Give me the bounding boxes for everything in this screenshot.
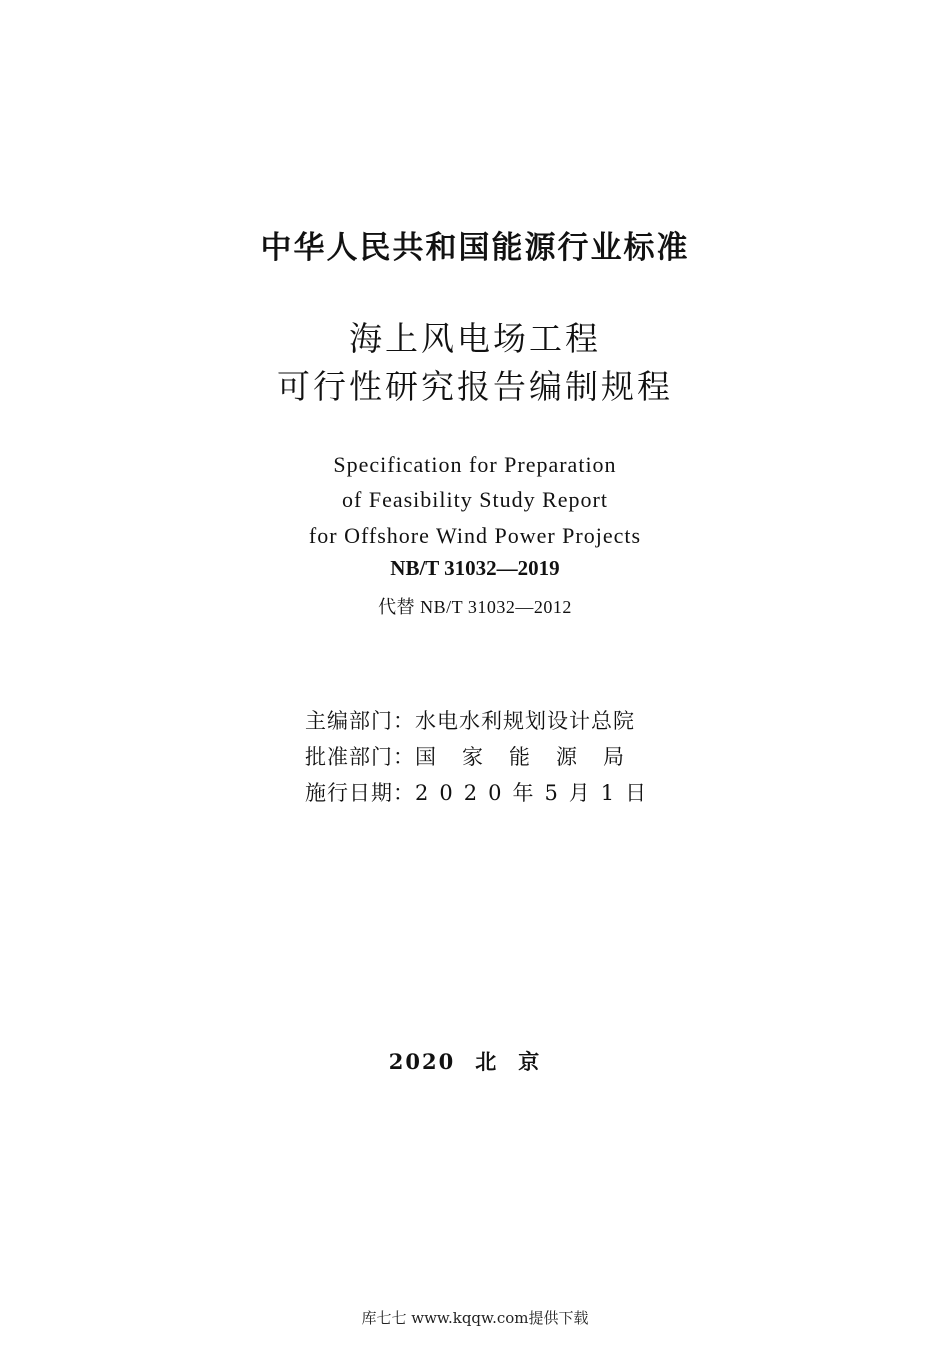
standard-code: NB/T 31032—2019 [390,556,560,580]
publication-city: 北京 [475,1049,562,1074]
editor-row [305,704,635,738]
chinese-title-line-1: 海上风电场工程 [349,319,601,358]
english-title-line-2: of Feasibility Study Report [342,487,608,512]
english-title-line-3: for Offshore Wind Power Projects [308,523,642,548]
approver-row [305,740,650,774]
chinese-title-line-2: 可行性研究报告编制规程 [277,367,673,406]
approver-value: 国家能源局 [415,745,650,769]
download-source-footer: 库七七 www.kqqw.com提供下载 [361,1309,589,1327]
replaces-standard: 代替 NB/T 31032—2012 [378,597,572,617]
effective-date-value: 2020年5月1日 [415,781,658,805]
standard-category-title: 中华人民共和国能源行业标准 [260,230,690,266]
editor-value: 水电水利规划设计总院 [415,709,635,733]
publication-line [0,1046,950,1076]
effective-date-row [305,776,657,810]
english-title-line-1: Specification for Preparation [333,452,617,477]
approver-label: 批准部门： [305,745,415,769]
publication-year: 2020 [388,1049,456,1074]
editor-label: 主编部门： [305,709,415,733]
effective-date-label: 施行日期： [305,781,415,805]
